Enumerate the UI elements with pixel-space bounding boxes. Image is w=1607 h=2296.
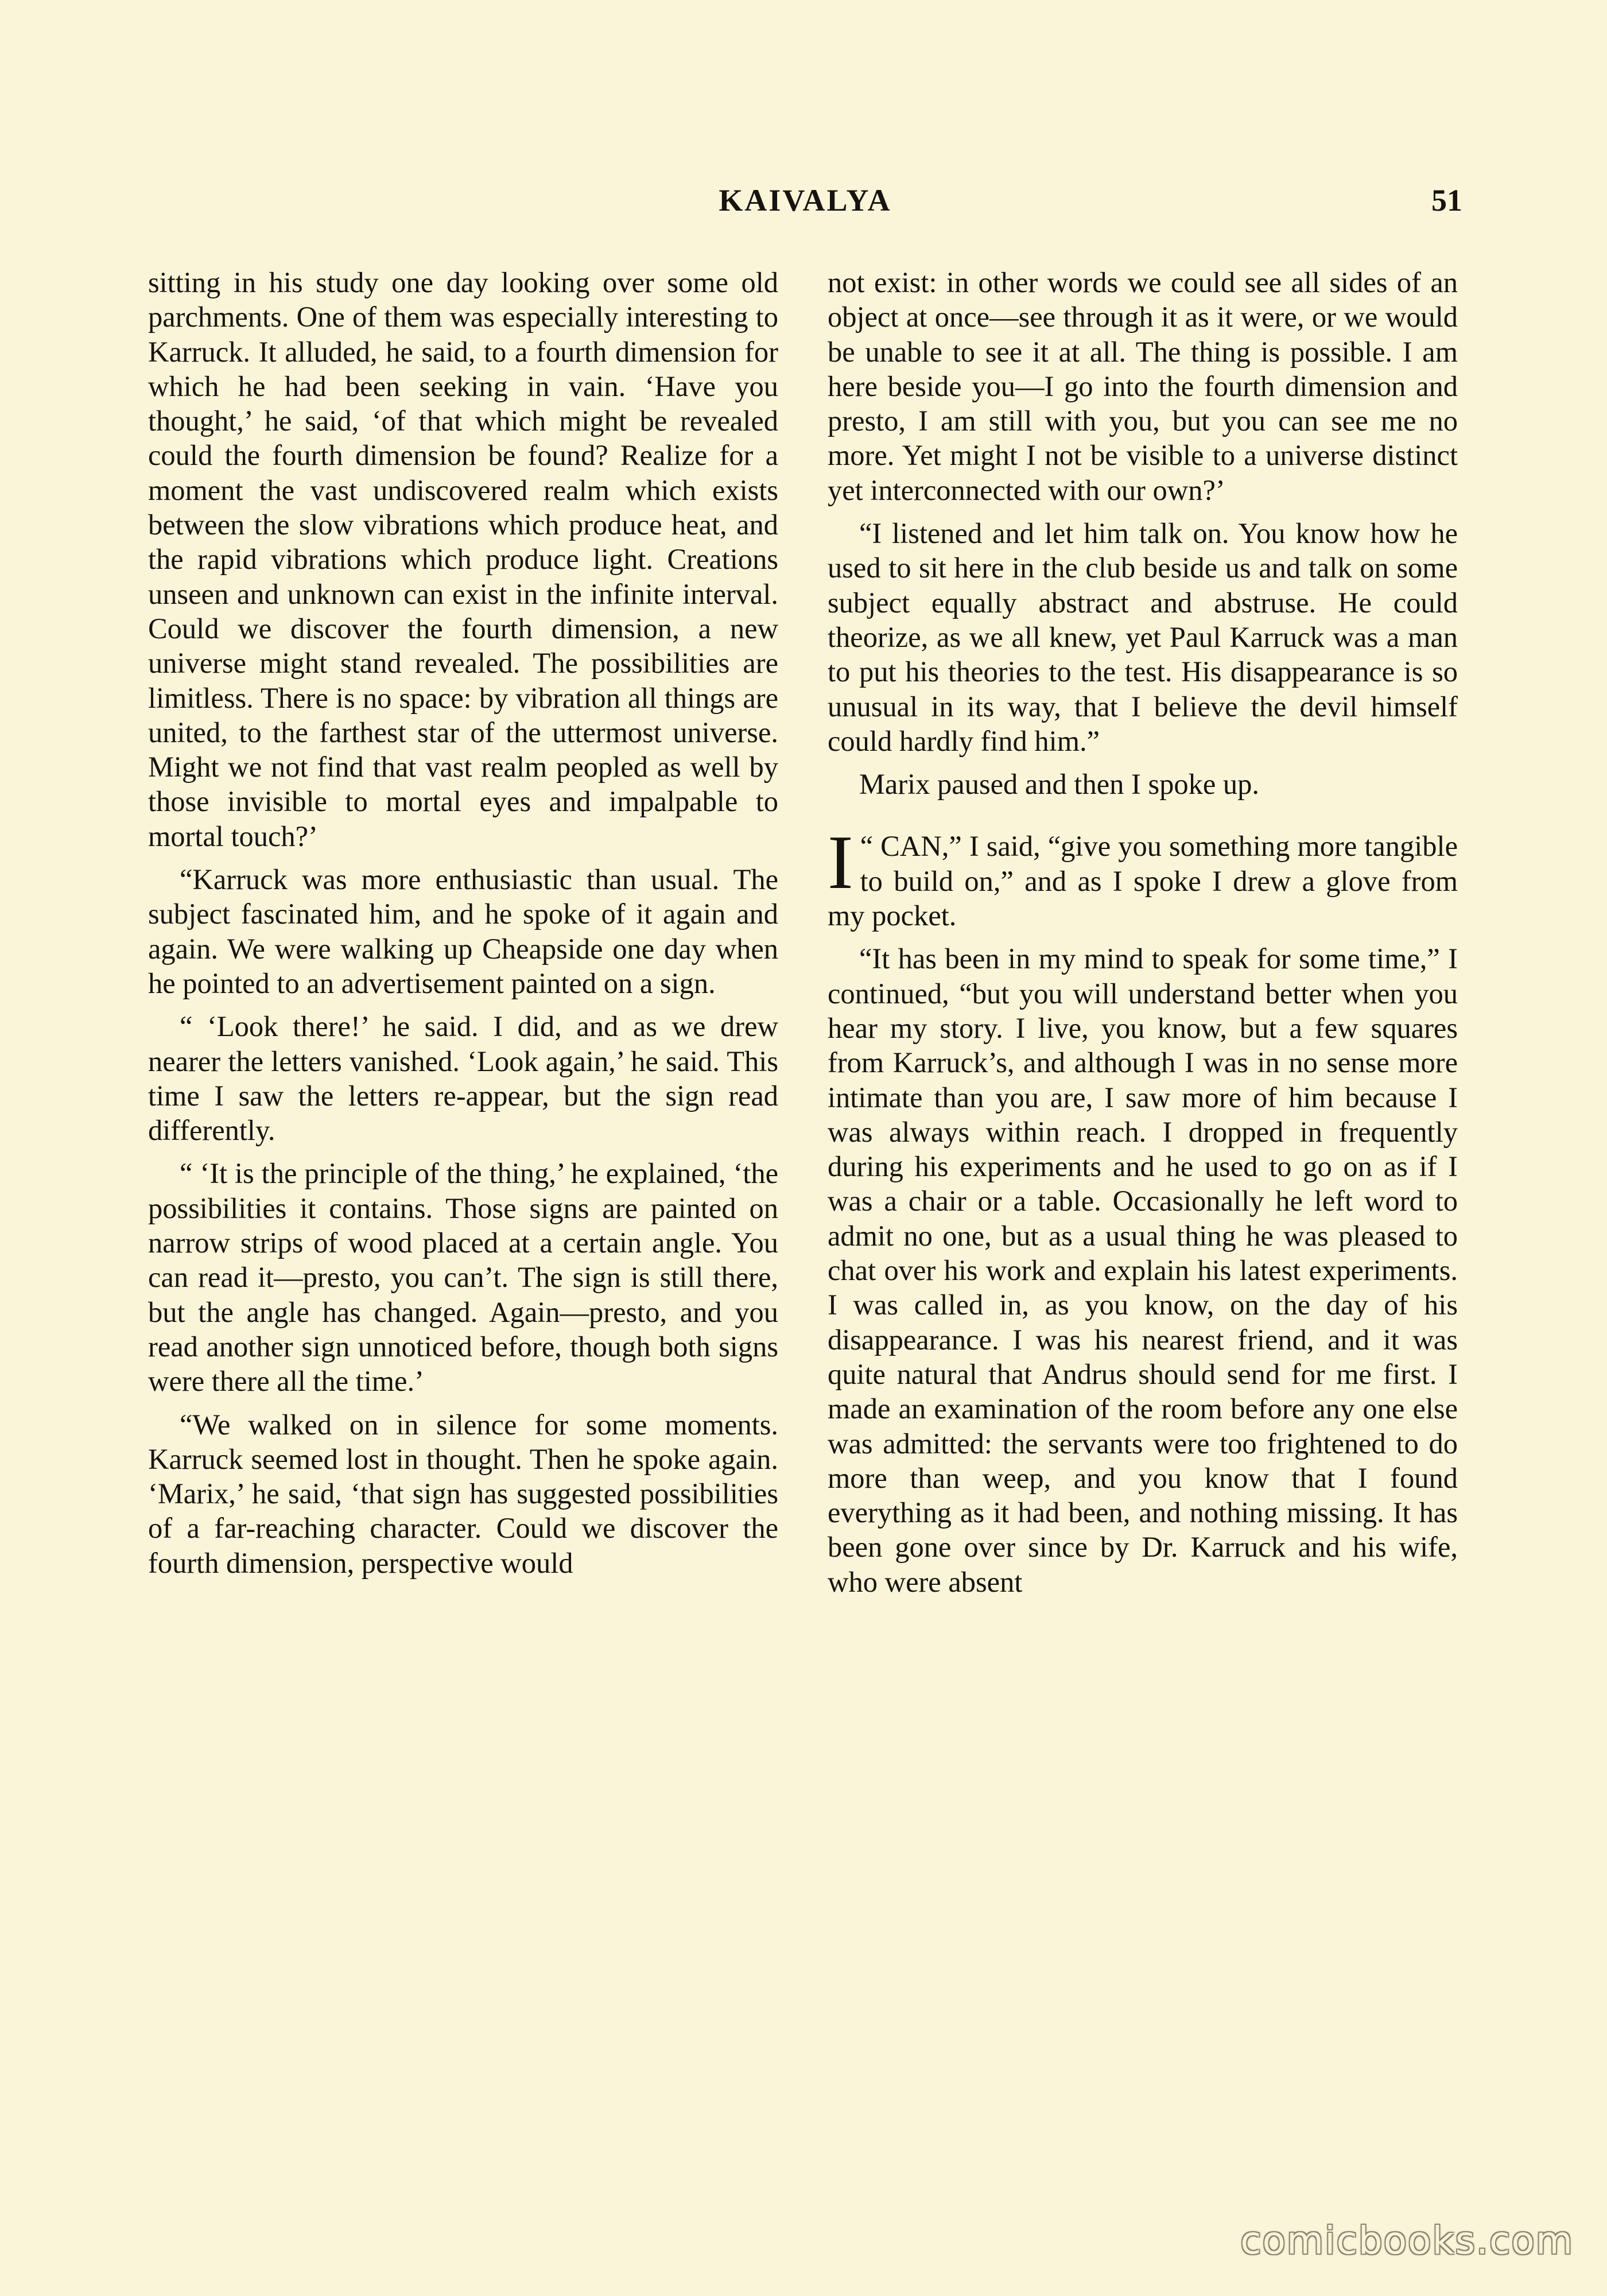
left-column [148, 265, 778, 1580]
paragraph-text: CAN,” I said, “give you something more tangible to build on,” and as I spoke I drew a glove from my pocket. [828, 830, 1458, 932]
page-header [148, 183, 1462, 223]
drop-cap: I [828, 820, 853, 905]
right-column [828, 265, 1458, 1599]
paragraph: “Karruck was more enthusiastic than usual. The subject fascinated him, and he spoke of it again and again. We were walking up Cheapside one day when he pointed to an advertisement painted on a sign. [148, 863, 778, 999]
section-opening-paragraph [828, 820, 1458, 933]
page-number: 51 [1431, 183, 1462, 218]
paragraph: “ ‘It is the principle of the thing,’ he explained, ‘the possibilities it contains. Those signs are painted on narrow strips of wood placed at a certain angle. You can read it—presto, you can’t. The sign is still there, but the angle has changed. Again—presto, and you read another sign unnoticed before, though both signs were there all the time.’ [148, 1157, 778, 1398]
paragraph: “I listened and let him talk on. You know how he used to sit here in the club beside us and talk on some subject equally abstract and abstruse. He could theorize, as we all knew, yet Paul Karruck was a man to put his theories to the test. His disappearance is so unusual in its way, that I believe the devil himself could hardly find him.” [828, 517, 1458, 757]
watermark: comicbooks.com [1240, 2219, 1574, 2263]
paragraph: Marix paused and then I spoke up. [859, 768, 1260, 801]
paragraph: “ ‘Look there!’ he said. I did, and as we drew nearer the letters vanished. ‘Look again,’ he said. This time I saw the letters re-appear, but the sign read differently. [148, 1010, 778, 1147]
paragraph: “It has been in my mind to speak for some time,” I continued, “but you will understand better when you hear my story. I live, you know, but a few squares from Karruck’s, and although I was in no sense more intimate than you are, I saw more of him because I was always within reach. I dropped in frequently during his experiments and he used to go on as if I was a chair or a table. Occasionally he left word to admit no one, but as a usual thing he was pleased to chat over his work and explain his latest experiments. I was called in, as you know, on the day of his disappearance. I was his nearest friend, and it was quite natural that Andrus should send for me first. I made an examination of the room before any one else was admitted: the servants were too frightened to do more than weep, and you know that I found everything as it had been, and nothing missing. It has been gone over since by Dr. Karruck and his wife, who were absent [828, 943, 1458, 1598]
opening-quote: “ [860, 830, 874, 863]
paragraph: “We walked on in silence for some moments. Karruck seemed lost in thought. Then he spoke again. ‘Marix,’ he said, ‘that sign has suggested possibilities of a far-reaching character. Could we discover the fourth dimension, perspective would [148, 1408, 778, 1579]
running-title: KAIVALYA [719, 183, 892, 218]
paragraph: sitting in his study one day looking over some old parchments. One of them was especially interesting to Karruck. It alluded, he said, to a fourth dimension for which he had been seeking in vain. ‘Have you thought,’ he said, ‘of that which might be revealed could the fourth dimension be found? Realize for a moment the vast undiscovered realm which exists between the slow vibrations which produce heat, and the rapid vibrations which produce light. Creations unseen and unknown can exist in the infinite interval. Could we discover the fourth dimension, a new universe might stand revealed. The possibilities are limitless. There is no space: by vibration all things are united, to the farthest star of the uttermost universe. Might we not find that vast realm peopled as well by those invisible to mortal eyes and impalpable to mortal touch?’ [148, 266, 778, 852]
paragraph: not exist: in other words we could see all sides of an object at once—see through it as it were, or we would be unable to see it at all. The thing is possible. I am here beside you—I go into the fourth dimension and presto, I am still with you, but you can see me no more. Yet might I not be visible to a universe distinct yet interconnected with our own?’ [828, 266, 1458, 506]
